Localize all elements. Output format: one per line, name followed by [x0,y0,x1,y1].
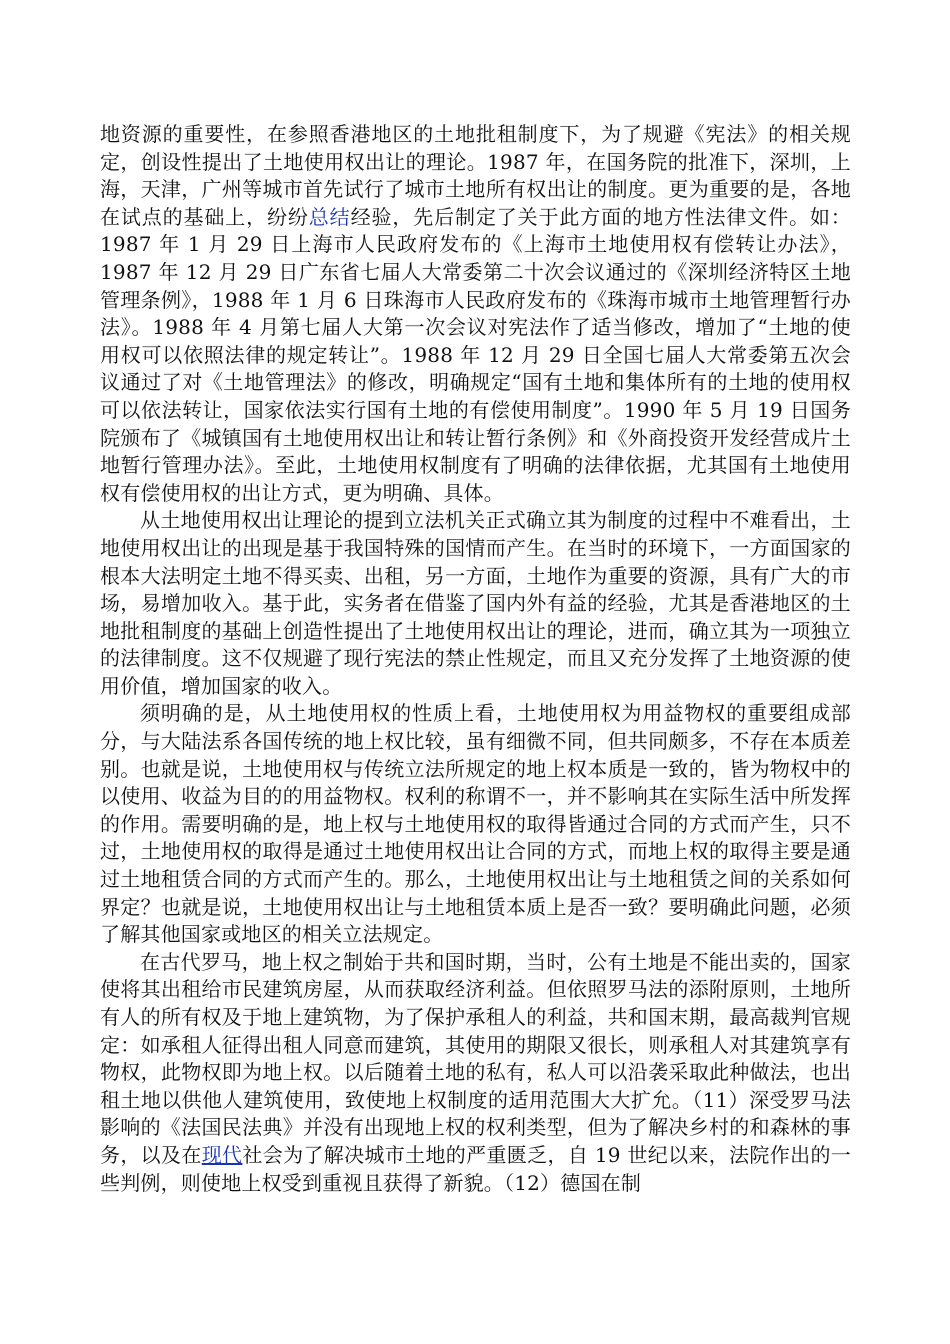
paragraph-3: 须明确的是，从土地使用权的性质上看，土地使用权为用益物权的重要组成部分，与大陆法系各国传统的地上权比较，虽有细微不同，但共同颇多，不存在本质差别。也就是说，土地使用权与传统立法所规定的地上权本质是一致的，皆为物权中的以使用、收益为目的的用益物权。权利的称谓不一，并不影响其在实际生活中所发挥的作用。需要明确的是，地上权与土地使用权的取得皆通过合同的方式而产生，只不过，土地使用权的取得是通过土地使用权出让合同的方式，而地上权的取得主要是通过土地租赁合同的方式而产生的。那么，土地使用权出让与土地租赁之间的关系如何界定？也就是说，土地使用权出让与土地租赁本质上是否一致？要明确此问题，必须了解其他国家或地区的相关立法规定。 [100,701,851,947]
paragraph-2: 从土地使用权出让理论的提到立法机关正式确立其为制度的过程中不难看出，土地使用权出让的出现是基于我国特殊的国情而产生。在当时的环境下，一方面国家的根本大法明定土地不得买卖、出租，另一方面，土地作为重要的资源，具有广大的市场，易增加收入。基于此，实务者在借鉴了国内外有益的经验，尤其是香港地区的土地批租制度的基础上创造性提出了土地使用权出让的理论，进而，确立其为一项独立的法律制度。这不仅规避了现行宪法的禁止性规定，而且又充分发挥了土地资源的使用价值，增加国家的收入。 [100,508,851,698]
paragraph-4 [100,949,851,1197]
paragraph-4-text-after: 社会为了解决城市土地的严重匮乏，自 19 世纪以来，法院作出的一些判例，则使地上权受到重视且获得了新貌。（12）德国在制 [100,1142,851,1195]
link-modern[interactable]: 现代 [201,1142,243,1167]
paragraph-4-text-before: 在古代罗马，地上权之制始于共和国时期，当时，公有土地是不能出卖的，国家使将其出租给市民建筑房屋，从而获取经济利益。但依照罗马法的添附原则，土地所有人的所有权及于地上建筑物，为了保护承租人的利益，共和国末期，最高裁判官规定：如承租人征得出租人同意而建筑，其使用的期限又很长，则承租人对其建筑享有物权，此物权即为地上权。以后随着土地的私有，私人可以沿袭采取此种做法，也出租土地以供他人建筑使用，致使地上权制度的适用范围大大扩允。（11）深受罗马法影响的《法国民法典》并没有出现地上权的权利类型，但为了解决乡村的和森林的事务，以及在 [100,949,851,1167]
paragraph-1 [100,121,851,507]
paragraph-1-text-before: 地资源的重要性，在参照香港地区的土地批租制度下，为了规避《宪法》的相关规定，创设性提出了土地使用权出让的理论。1987 年，在国务院的批准下，深圳，上海，天津，广州等城市首先试行了城市土地所有权出让的制度。更为重要的是，各地在试点的基础上，纷纷 [100,122,851,229]
link-summary[interactable]: 总结 [308,204,351,229]
paragraph-1-text-after: 经验，先后制定了关于此方面的地方性法律文件。如：1987 年 1 月 29 日上海市人民政府发布的《上海市土地使用权有偿转让办法》，1987 年 12 月 29 日广东省七届人大常委第二十次会议通过的《深圳经济特区土地管理条例》，1988 年 1 月 6 日珠海市人民政府发布的《珠海市城市土地管理暂行办法》。1988 年 4 月第七届人大第一次会议对宪法作了适当修改，增加了“土地的使用权可以依照法律的规定转让”。1988 年 12 月 29 日全国七届人大常委第五次会议通过了对《土地管理法》的修改，明确规定“国有土地和集体所有的土地的使用权可以依法转让，国家依法实行国有土地的有偿使用制度”。1990 年 5 月 19 日国务院颁布了《城镇国有土地使用权出让和转让暂行条例》和《外商投资开发经营成片土地暂行管理办法》。至此，土地使用权制度有了明确的法律依据，尤其国有土地使用权有偿使用权的出让方式，更为明确、具体。 [100,204,851,505]
document-page [100,121,851,1197]
